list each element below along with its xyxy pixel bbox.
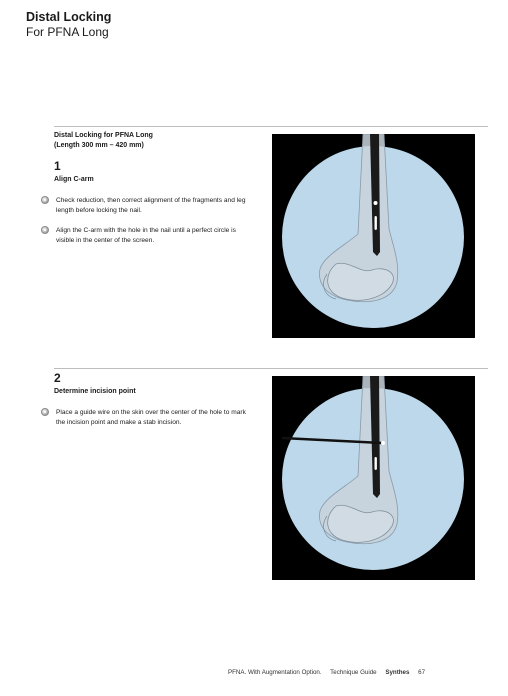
- step-number: 1: [54, 159, 61, 173]
- step-title: Align C-arm: [54, 176, 94, 183]
- section-heading: [54, 131, 153, 150]
- bullet-text: Align the C-arm with the hole in the nail until a perfect circle is visible in the center of the screen.: [56, 227, 236, 244]
- list-item: [56, 408, 256, 427]
- xray-image-incision-point: [272, 376, 475, 580]
- locking-hole-round: [381, 441, 385, 445]
- section-heading-line1: Distal Locking for PFNA Long: [54, 132, 153, 139]
- step-title: Determine incision point: [54, 388, 136, 395]
- locking-hole-round: [374, 201, 378, 205]
- section-divider: [54, 368, 488, 369]
- section-divider: [54, 126, 488, 127]
- footer-doc-title: PFNA. With Augmentation Option.: [228, 669, 322, 676]
- list-item: [56, 196, 256, 215]
- locking-hole-oblong: [375, 216, 377, 230]
- step-number: 2: [54, 371, 61, 385]
- page-title: Distal Locking: [26, 10, 112, 24]
- bullet-text: Place a guide wire on the skin over the center of the hole to mark the incision point and make a stab incision.: [56, 409, 246, 426]
- footer-guide: Technique Guide: [330, 669, 377, 676]
- list-item: [56, 226, 256, 245]
- footer-brand: Synthes: [385, 669, 410, 676]
- bullet-icon: [41, 408, 49, 416]
- xray-image-align-c-arm: [272, 134, 475, 338]
- bullet-text: Check reduction, then correct alignment of the fragments and leg length before locking the nail.: [56, 197, 246, 214]
- bullet-icon: [41, 196, 49, 204]
- bullet-icon: [41, 226, 49, 234]
- section-heading-line2: (Length 300 mm – 420 mm): [54, 141, 144, 149]
- locking-hole-oblong: [375, 457, 377, 470]
- page-number: 67: [418, 669, 426, 676]
- footer: [228, 669, 432, 676]
- page-subtitle: For PFNA Long: [26, 25, 109, 39]
